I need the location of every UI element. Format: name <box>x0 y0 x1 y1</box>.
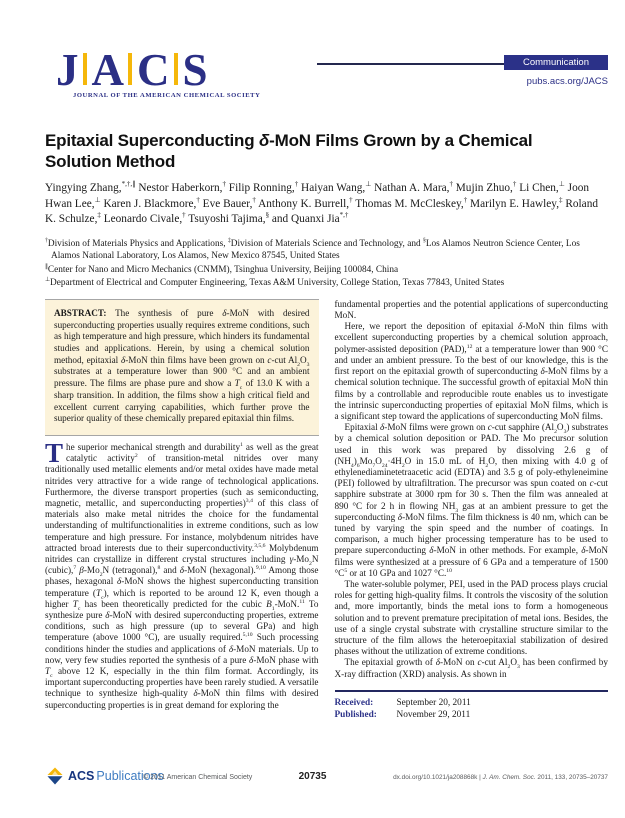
paragraph-continuation: fundamental properties and the potential applications of superconducting MoN. <box>334 298 608 321</box>
jacs-letter-a: A <box>91 45 123 95</box>
page-footer <box>0 763 625 799</box>
doi-citation-link[interactable]: dx.doi.org/10.1021/ja208868k | J. Am. Chem. Soc. 2011, 133, 20735–20737 <box>393 774 608 781</box>
jacs-letter-j: J <box>56 45 78 95</box>
article-body <box>45 299 608 722</box>
published-label: Published: <box>334 710 377 721</box>
received-label: Received: <box>334 697 374 708</box>
abstract-text: The synthesis of pure δ-MoN with desired superconducting properties usually requires extreme conditions, such as high temperature and high pressure, which hinders its fundamental studies and applications. Herein, by using a chemical solution method, epitaxial δ-MoN thin films have been grown on c-cut $Al_2O_3$ substrates at a temperature lower than 900 °C and an ambient pressure. The films are phase pure and show a $T_c$ of 13.0 K with a sharp transition. In addition, the films show a high critical field and excellent current carrying capabilities, which further prove the superior quality of these chemically prepared epitaxial thin films. <box>54 307 310 424</box>
paragraph-pei-role: The water-soluble polymer, PEI, used in the PAD process plays crucial roles for getting high-quality films. It controls the viscosity of the solution and, more importantly, binds the metal ions to form a homogeneous solution and to prevent premature precipitation of metal ions. Besides, the use of a single crystal substrate with crystalline structure similar to the structure of the film allows the heteroepitaxial stabilization of desired phases without the utilization of extreme conditions. <box>334 578 608 657</box>
journal-name: JOURNAL OF THE AMERICAN CHEMICAL SOCIETY <box>73 92 261 99</box>
paragraph-intro: The superior mechanical strength and durability$^1$ as well as the great catalytic activity$^2$ of transition-metal nitrides over many traditionally used metallic elements and/or metal oxides have made metal nitrides very attractive for a wide range of technological applications. Furthermore, the diverse transport properties (such as semiconducting, magnetic, metallic, and superconducting properties)$^{3,4}$ of this class of materials also make metal nitrides the choice for the fundamental understanding of multifunctionalities in extreme conditions, such as low temperature and high pressure. For instance, molybdenum nitrides have attracted broad interests due to their superconductivity.$^{3,5,6}$ Molybdenum nitrides can crystallize in different crystal structures including $\gamma-Mo_2N$ (cubic),$^7$ $\beta-Mo_2N$ (tetragonal),$^8$ and δ-MoN (hexagonal).$^{9,10}$ Among those phases, hexagonal δ-MoN shows the highest superconducting transition temperature $(T_c)$, which is reported to be around 12 K, even though a higher $T_c$ has been theoretically predicted for the cubic $B_1-MoN.^{11}$ To synthesize pure δ-MoN with desired superconducting properties, extreme conditions, such as high pressure (up to several GPa) and high temperature (above 1000 °C), are usually required.$^{5,10}$ Such processing conditions hinder the studies and applications of δ-MoN materials. Up to now, very few studies reported the synthesis of a pure δ-MoN phase with $T_c$ above 12 K, especially in the thin film format. Accordingly, its important superconducting properties have been rarely studied. A versatile technique to synthesize high-quality δ-MoN thin films with desired superconducting properties is in great demand for exploring the <box>45 437 319 710</box>
acs-publications-wordmark: ACS Publications <box>68 769 164 783</box>
copyright-notice: © 2011 American Chemical Society <box>143 774 253 781</box>
affiliation-item: ∥Center for Nano and Micro Mechanics (CNMM), Tsinghua University, Beijing 100084, China <box>45 263 399 275</box>
published-date: November 29, 2011 <box>396 710 471 721</box>
paragraph-xrd: The epitaxial growth of δ-MoN on c-cut $Al_2O_3$ has been confirmed by X-ray diffraction (XRD) analysis. As shown in <box>334 657 608 679</box>
gold-separator-bar <box>174 53 178 85</box>
jacs-letter-c: C <box>137 45 169 95</box>
received-row <box>335 697 609 710</box>
affiliation-item: †Division of Materials Physics and Applications, ‡Division of Materials Science and Technology, and §Los Alamos Neutron Science Center, Los Alamos National Laboratory, Los Alamos, New Mexico 87545, United States <box>45 237 580 262</box>
journal-url-link[interactable]: pubs.acs.org/JACS <box>526 76 608 87</box>
affiliation-item: ⊥Department of Electrical and Computer Engineering, Texas A&M University, College Station, Texas 77843, United States <box>45 277 505 289</box>
journal-header <box>45 45 608 116</box>
affiliations <box>45 238 608 290</box>
article-title: Epitaxial Superconducting δ-MoN Films Grown by a Chemical Solution Method <box>45 131 533 171</box>
author-list: Yingying Zhang,*,†,∥ Nestor Haberkorn,† Filip Ronning,† Haiyan Wang,⊥ Nathan A. Mara,† Mujin Zhuo,† Li Chen,⊥ Joon Hwan Lee,⊥ Karen J. Blackmore,† Eve Bauer,† Anthony K. Burrell,† Thomas M. McCleskey,† Marilyn E. Hawley,‡ Roland K. Schulze,‡ Leonardo Civale,† Tsuyoshi Tajima,§ and Quanxi Jia*,† <box>45 180 598 225</box>
gold-separator-bar <box>83 53 87 85</box>
drop-cap: T <box>45 437 64 468</box>
received-published-block <box>335 690 609 722</box>
received-date: September 20, 2011 <box>396 697 471 708</box>
gold-separator-bar <box>128 53 132 85</box>
jacs-letter-s: S <box>182 45 207 95</box>
published-row <box>335 709 609 722</box>
article-type-badge: Communication <box>504 55 608 70</box>
left-column <box>45 299 319 722</box>
paragraph-growth-method: Epitaxial δ-MoN films were grown on c-cut sapphire $(Al_2O_3)$ substrates by a chemical solution deposition or PAD. The Mo precursor solution used in this work was prepared by dissolving 2.6 g of $(NH_4)_6Mo_7O_{24}\cdot 4H_2O$ in 15.0 mL of $H_2O$, then mixing with 4.0 g of ethylenediaminetetraacetic acid (EDTA) and 3.5 g of poly-ethyleneimine (PEI) followed by ultrafiltration. The precursor was spun coated on c-cut sapphire substrate at 3000 rpm for 30 s. Then the film was annealed at 890 °C for 2 h in flowing $NH_3$ gas at an ambient pressure to get the superconducting δ-MoN films. The film thickness is 40 nm, which can be tuned by varying the spin speed and the number of coatings. In comparison, a much higher processing temperature has to be used to prepare superconducting δ-MoN in other methods. For example, δ-MoN films were synthesized at a pressure of 6 GPa and a temperature of 1500 $^\circ C^5$ or at 10 GPa and 1027 °C.$^{10}$ <box>334 422 609 578</box>
page-number: 20735 <box>298 771 327 782</box>
right-column <box>335 299 609 722</box>
abstract-box <box>45 299 319 436</box>
abstract-label: ABSTRACT: <box>54 307 107 318</box>
paragraph-report: Here, we report the deposition of epitaxial δ-MoN thin films with excellent superconducting properties by a chemical solution approach, polymer-assisted deposition (PAD),$^{12}$ at a temperature lower than 900 °C and under an ambient pressure. To the best of our knowledge, this is the first report on the epitaxial growth of superconducting δ-MoN films by a chemical solution technique. The successful growth of epitaxial MoN thin films by a controllable and reproducible route enables us to investigate the intrinsic superconducting properties of epitaxial MoN films, which is a significant step toward the applications of superconducting MoN films. <box>334 321 609 421</box>
